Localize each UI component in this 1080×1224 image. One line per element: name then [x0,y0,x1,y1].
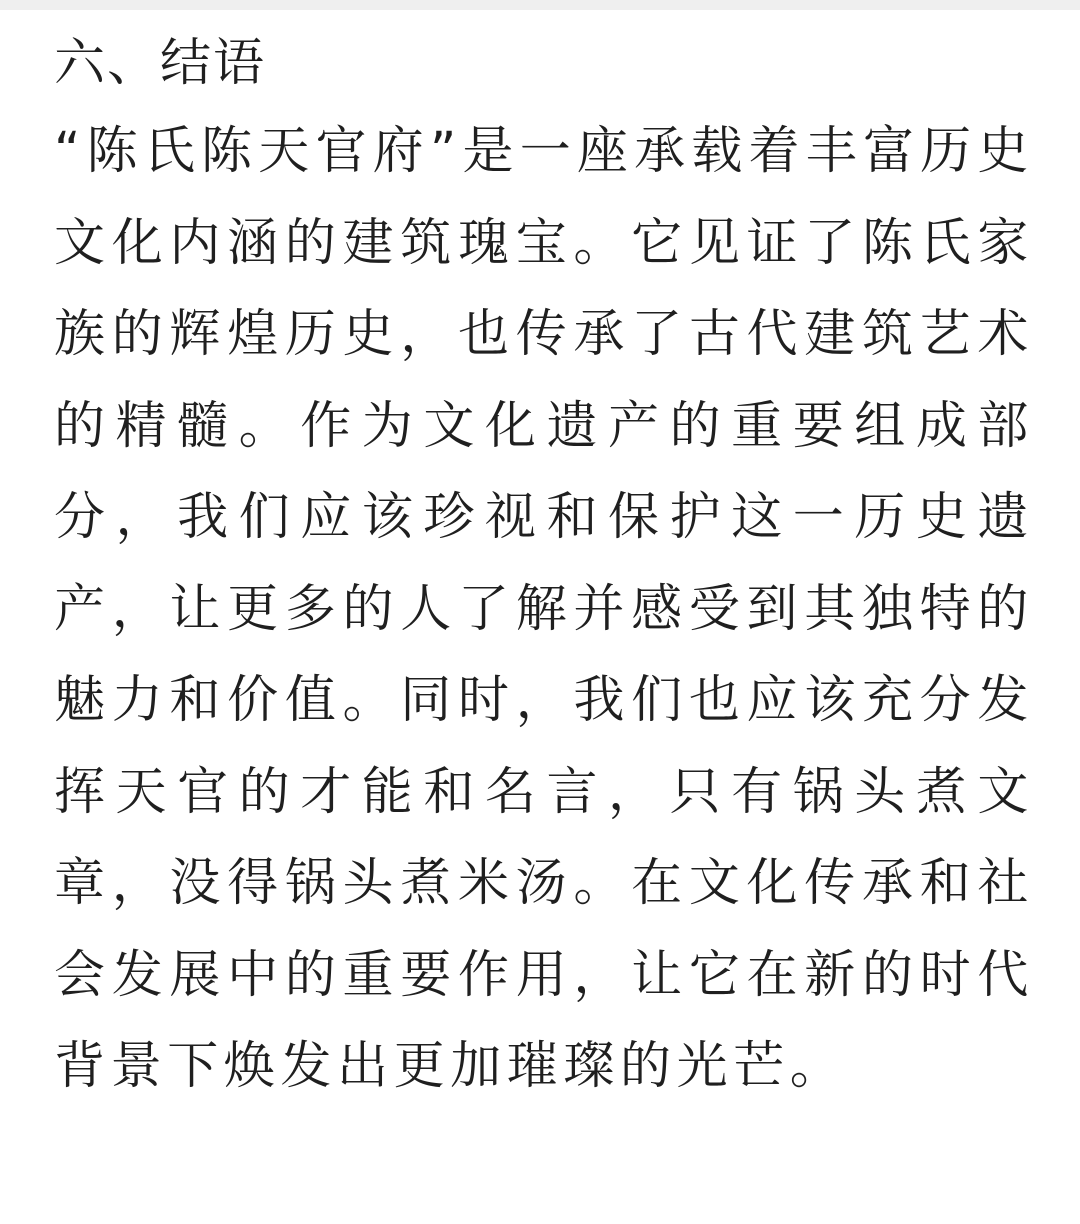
section-heading: 六、结语 [54,34,267,93]
article-content [54,32,1034,1113]
top-divider [0,0,1080,10]
conclusion-paragraph: “陈氏陈天官府”是一座承载着丰富历史文化内涵的建筑瑰宝。它见证了陈氏家族的辉煌历史，也传承了古代建筑艺术的精髓。作为文化遗产的重要组成部分，我们应该珍视和保护这一历史遗产，让更多的人了解并感受到其独特的魅力和价值。同时，我们也应该充分发挥天官的才能和名言，只有锅头煮文章，没得锅头煮米汤。在文化传承和社会发展中的重要作用，让它在新的时代背景下焕发出更加璀璨的光芒。 [54,122,1034,1096]
